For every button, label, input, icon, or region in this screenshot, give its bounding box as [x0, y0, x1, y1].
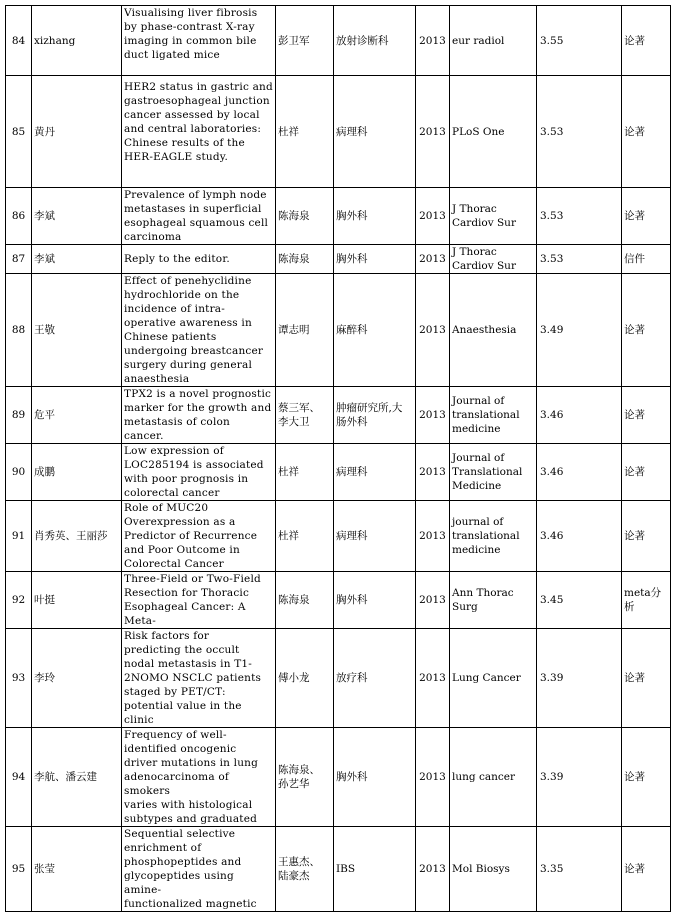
impact-factor-cell: 3.53	[537, 188, 622, 245]
publication-table-page	[5, 5, 671, 912]
journal-cell: Journal of Translational Medicine	[450, 444, 537, 501]
table-row	[6, 827, 671, 912]
table-row	[6, 274, 671, 387]
article-type-cell: 论著	[622, 629, 671, 728]
title-text: Effect of penehyclidine hydrochloride on the incidence of intra- operative awareness in Chinese patients undergoing breastcancer surgery during general anaesthesia	[124, 275, 264, 385]
tutor-cell: 傅小龙	[276, 629, 334, 728]
year-cell: 2013	[416, 444, 450, 501]
department-cell: 病理科	[334, 501, 416, 572]
article-type-cell: 信件	[622, 245, 671, 274]
year-cell: 2013	[416, 245, 450, 274]
year-cell: 2013	[416, 629, 450, 728]
impact-factor-cell: 3.39	[537, 629, 622, 728]
title-text: Three-Field or Two-Field Resection for Thoracic Esophageal Cancer: A Meta-	[124, 573, 261, 627]
author-cell: 叶挺	[32, 572, 122, 629]
department-cell: 胸外科	[334, 245, 416, 274]
title-text: Low expression of LOC285194 is associated with poor prognosis in colorectal cancer	[124, 445, 264, 499]
table-body	[6, 6, 671, 912]
department-cell: 麻醉科	[334, 274, 416, 387]
impact-factor-cell: 3.49	[537, 274, 622, 387]
row-number: 94	[6, 728, 32, 827]
title-text: Reply to the editor.	[124, 253, 230, 265]
author-cell: 肖秀英、王丽莎	[32, 501, 122, 572]
title-text: Risk factors for predicting the occult nodal metastasis in T1- 2NOMO NSCLC patients staged by PET/CT: potential value in the clinic	[124, 630, 262, 726]
title-cell	[122, 274, 276, 387]
table-row	[6, 629, 671, 728]
row-number: 95	[6, 827, 32, 912]
year-cell: 2013	[416, 76, 450, 188]
impact-factor-cell: 3.45	[537, 572, 622, 629]
impact-factor-cell: 3.53	[537, 245, 622, 274]
year-cell: 2013	[416, 728, 450, 827]
department-cell: IBS	[334, 827, 416, 912]
impact-factor-cell: 3.39	[537, 728, 622, 827]
journal-cell: Ann Thorac Surg	[450, 572, 537, 629]
impact-factor-cell: 3.53	[537, 76, 622, 188]
title-cell	[122, 245, 276, 274]
author-cell: 李斌	[32, 188, 122, 245]
author-cell: 张莹	[32, 827, 122, 912]
row-number: 84	[6, 6, 32, 76]
title-text: Frequency of well- identified oncogenic driver mutations in lung adenocarcinoma of smokers varies with histological subtypes and graduated	[124, 729, 259, 825]
table-row	[6, 387, 671, 444]
table-row	[6, 501, 671, 572]
tutor-cell: 蔡三军、 李大卫	[276, 387, 334, 444]
journal-cell	[450, 245, 537, 274]
row-number: 88	[6, 274, 32, 387]
journal-cell: PLoS One	[450, 76, 537, 188]
department-cell: 胸外科	[334, 572, 416, 629]
title-cell	[122, 728, 276, 827]
tutor-cell: 王惠杰、 陆豪杰	[276, 827, 334, 912]
title-cell	[122, 387, 276, 444]
department-cell: 病理科	[334, 76, 416, 188]
department-cell: 病理科	[334, 444, 416, 501]
title-text: TPX2 is a novel prognostic marker for the growth and metastasis of colon cancer.	[124, 388, 272, 442]
year-cell: 2013	[416, 387, 450, 444]
year-cell: 2013	[416, 188, 450, 245]
title-cell	[122, 6, 276, 76]
journal-cell: Mol Biosys	[450, 827, 537, 912]
title-text: Visualising liver fibrosis by phase-contrast X-ray imaging in common bile duct ligated mice	[124, 7, 258, 61]
row-number: 92	[6, 572, 32, 629]
table-row	[6, 444, 671, 501]
title-text: HER2 status in gastric and gastroesophageal junction cancer assessed by local and central laboratories: Chinese results of the HER-EAGLE study.	[124, 81, 273, 163]
row-number: 89	[6, 387, 32, 444]
author-cell: 李斌	[32, 245, 122, 274]
year-cell: 2013	[416, 274, 450, 387]
impact-factor-cell: 3.55	[537, 6, 622, 76]
journal-cell: journal of translational medicine	[450, 501, 537, 572]
article-type-cell: 论著	[622, 274, 671, 387]
article-type-cell: 论著	[622, 501, 671, 572]
table-row	[6, 6, 671, 76]
department-cell: 胸外科	[334, 188, 416, 245]
publication-table	[5, 5, 671, 912]
journal-text: J Thorac Cardiov Sur	[452, 246, 516, 272]
author-cell: 王敬	[32, 274, 122, 387]
table-row	[6, 245, 671, 274]
tutor-cell: 彭卫军	[276, 6, 334, 76]
tutor-cell: 陈海泉、 孙艺华	[276, 728, 334, 827]
department-cell: 放射诊断科	[334, 6, 416, 76]
title-cell	[122, 501, 276, 572]
row-number: 90	[6, 444, 32, 501]
journal-cell: lung cancer	[450, 728, 537, 827]
year-cell: 2013	[416, 827, 450, 912]
title-text: Sequential selective enrichment of phosphopeptides and glycopeptides using amine- functionalized magnetic	[124, 828, 257, 910]
article-type-cell: 论著	[622, 387, 671, 444]
year-cell: 2013	[416, 6, 450, 76]
impact-factor-cell: 3.46	[537, 444, 622, 501]
article-type-cell: 论著	[622, 728, 671, 827]
article-type-cell: 论著	[622, 444, 671, 501]
journal-cell: Journal of translational medicine	[450, 387, 537, 444]
tutor-cell: 杜祥	[276, 501, 334, 572]
table-row	[6, 728, 671, 827]
tutor-cell: 杜祥	[276, 444, 334, 501]
article-type-cell: 论著	[622, 6, 671, 76]
title-text: Prevalence of lymph node metastases in superficial esophageal squamous cell carcinoma	[124, 189, 269, 243]
title-cell	[122, 827, 276, 912]
article-type-cell: 论著	[622, 827, 671, 912]
row-number: 91	[6, 501, 32, 572]
journal-cell: Lung Cancer	[450, 629, 537, 728]
author-cell: 黄丹	[32, 76, 122, 188]
journal-cell: eur radiol	[450, 6, 537, 76]
tutor-cell: 陈海泉	[276, 245, 334, 274]
tutor-cell: 杜祥	[276, 76, 334, 188]
year-cell: 2013	[416, 572, 450, 629]
article-type-cell: 论著	[622, 188, 671, 245]
article-type-cell: 论著	[622, 76, 671, 188]
tutor-cell: 陈海泉	[276, 572, 334, 629]
table-row	[6, 76, 671, 188]
table-row	[6, 572, 671, 629]
title-cell	[122, 629, 276, 728]
journal-cell: Anaesthesia	[450, 274, 537, 387]
department-cell: 肿瘤研究所,大 肠外科	[334, 387, 416, 444]
author-cell: 李玲	[32, 629, 122, 728]
impact-factor-cell: 3.35	[537, 827, 622, 912]
row-number: 87	[6, 245, 32, 274]
tutor-cell: 谭志明	[276, 274, 334, 387]
author-cell: xizhang	[32, 6, 122, 76]
author-cell: 李航、潘云建	[32, 728, 122, 827]
tutor-cell: 陈海泉	[276, 188, 334, 245]
title-cell	[122, 76, 276, 188]
title-cell	[122, 188, 276, 245]
row-number: 93	[6, 629, 32, 728]
row-number: 86	[6, 188, 32, 245]
title-cell	[122, 444, 276, 501]
article-type-cell: meta分 析	[622, 572, 671, 629]
impact-factor-cell: 3.46	[537, 501, 622, 572]
author-cell: 危平	[32, 387, 122, 444]
year-cell: 2013	[416, 501, 450, 572]
row-number: 85	[6, 76, 32, 188]
impact-factor-cell: 3.46	[537, 387, 622, 444]
department-cell: 放疗科	[334, 629, 416, 728]
title-cell	[122, 572, 276, 629]
department-cell: 胸外科	[334, 728, 416, 827]
title-text: Role of MUC20 Overexpression as a Predictor of Recurrence and Poor Outcome in Colorectal Cancer	[124, 502, 258, 570]
journal-cell: J Thorac Cardiov Sur	[450, 188, 537, 245]
author-cell: 成鹏	[32, 444, 122, 501]
table-row	[6, 188, 671, 245]
